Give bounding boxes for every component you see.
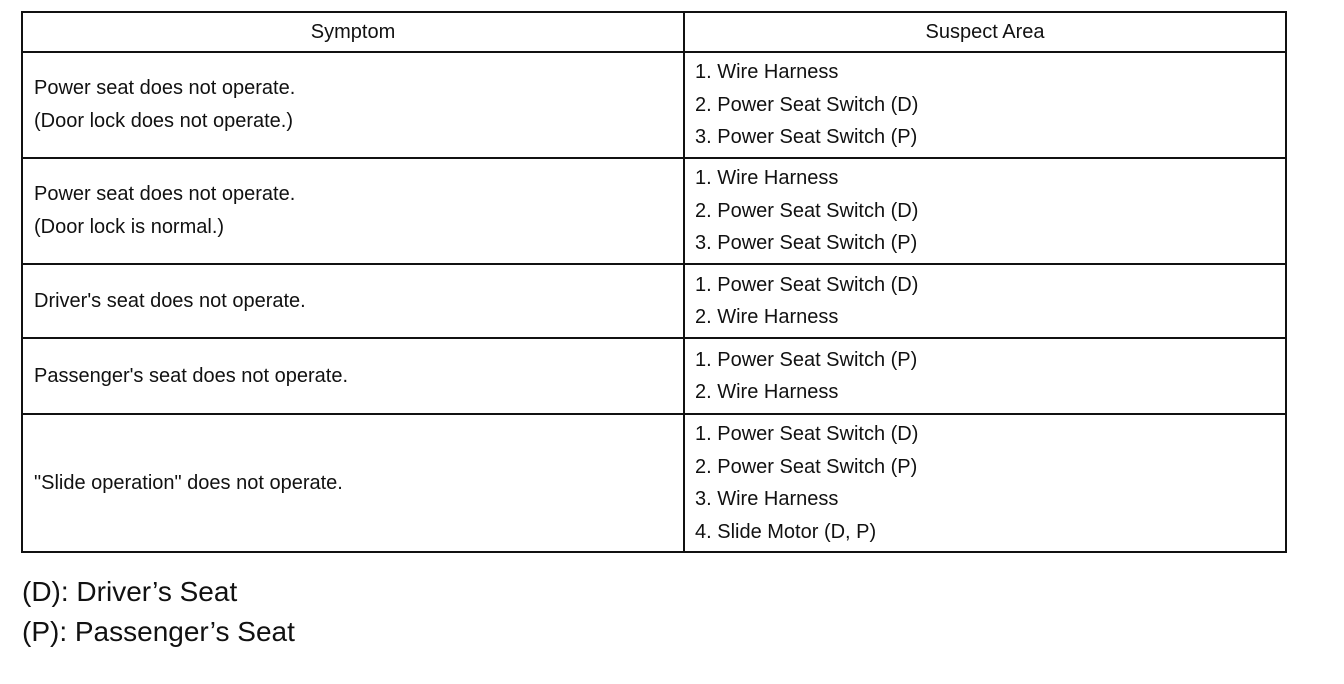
symptom-line: "Slide operation" does not operate.: [34, 471, 343, 494]
legend-driver: (D): Driver’s Seat: [22, 576, 238, 607]
table-row: [22, 264, 1286, 338]
suspect-area-cell: [684, 414, 1286, 552]
symptom-cell: [22, 158, 684, 264]
suspect-item: 3. Power Seat Switch (P): [695, 232, 918, 255]
suspect-item: 1. Wire Harness: [695, 167, 839, 190]
suspect-area-cell: [684, 264, 1286, 338]
symptom-line: Power seat does not operate.: [34, 183, 296, 205]
suspect-area-cell: [684, 338, 1286, 414]
legend-passenger: (P): Passenger’s Seat: [22, 616, 295, 647]
suspect-item: 2. Power Seat Switch (D): [695, 199, 919, 222]
suspect-area-cell: [684, 52, 1286, 158]
suspect-item: 2. Wire Harness: [695, 381, 839, 403]
suspect-item: 2. Power Seat Switch (D): [695, 93, 919, 116]
table-header-row: [22, 12, 1286, 52]
suspect-item: 2. Power Seat Switch (P): [695, 455, 918, 478]
suspect-item: 1. Power Seat Switch (D): [695, 273, 919, 296]
suspect-item: 2. Wire Harness: [695, 306, 839, 328]
symptom-line: (Door lock does not operate.): [34, 110, 294, 132]
symptom-header: Symptom: [22, 12, 684, 52]
symptom-cell: [22, 338, 684, 414]
table-row: [22, 414, 1286, 552]
symptom-line: (Door lock is normal.): [34, 216, 225, 238]
table-row: [22, 52, 1286, 158]
symptom-cell: [22, 264, 684, 338]
symptom-line: Driver's seat does not operate.: [34, 289, 306, 312]
symptom-cell: [22, 52, 684, 158]
symptom-line: Passenger's seat does not operate.: [34, 364, 349, 387]
symptom-line: Power seat does not operate.: [34, 77, 296, 99]
suspect-item: 3. Wire Harness: [695, 488, 839, 510]
table-row: [22, 158, 1286, 264]
table-row: [22, 338, 1286, 414]
symptom-cell: [22, 414, 684, 552]
suspect-item: 3. Power Seat Switch (P): [695, 126, 918, 149]
suspect-area-header: Suspect Area: [684, 12, 1286, 52]
suspect-area-cell: [684, 158, 1286, 264]
suspect-item: 1. Power Seat Switch (D): [695, 423, 919, 445]
suspect-item: 1. Wire Harness: [695, 61, 839, 84]
suspect-item: 4. Slide Motor (D, P): [695, 520, 877, 543]
troubleshooting-table: [21, 11, 1287, 553]
suspect-item: 1. Power Seat Switch (P): [695, 348, 918, 371]
abbreviation-legend: [22, 572, 295, 652]
